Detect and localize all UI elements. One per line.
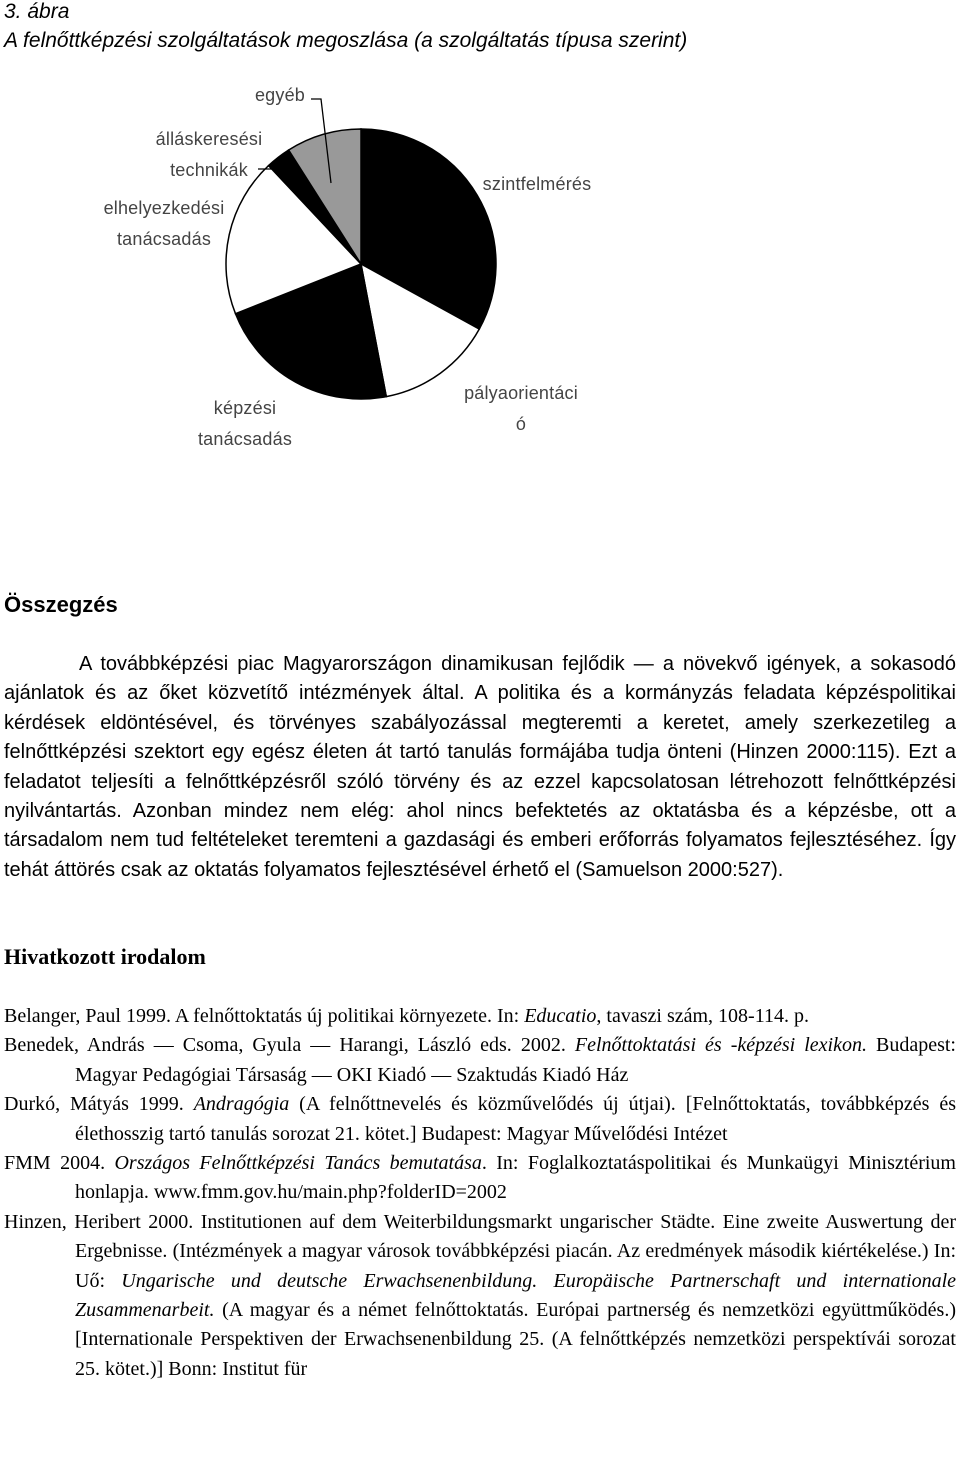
reference-fmm: FMM 2004. Országos Felnőttképzési Tanács bemutatása. In: Foglalkoztatáspolitikai és Munkaügyi Minisztérium honlapja. www.fmm.gov.hu/main.php?folderID=2002 — [4, 1152, 956, 1204]
label-kepzesi: képzési tanácsadás — [197, 398, 293, 449]
reference-benedek: Benedek, András — Csoma, Gyula — Harangi, László eds. 2002. Felnőttoktatási és -képzési lexikon. Budapest: Magyar Pedagógiai Társaság — OKI Kiadó — Szaktudás Kiadó Ház — [4, 1034, 956, 1086]
pie-chart — [0, 70, 960, 570]
label-allaskeresesi: álláskeresési technikák — [155, 129, 263, 180]
references-list — [4, 1002, 956, 1384]
references-heading: Hivatkozott irodalom — [4, 944, 206, 969]
figure-number: 3. ábra — [4, 0, 70, 23]
reference-hinzen: Hinzen, Heribert 2000. Institutionen auf dem Weiterbildungsmarkt ungarischer Städte. Eine zweite Auswertung der Ergebnisse. (Intézmények a magyar városok továbbképzési piacán. Az eredmények második kiértékelése.) In: Uő: Ungarische und deutsche Erwachsenenbildung. Europäische Partnerschaft und internationale Zusammenarbeit. (A magyar és a német felnőttoktatás. Európai partnerség és nemzetközi együttműködés.) [Internationale Perspektiven der Erwachsenenbildung 25. (A felnőttképzés nemzetközi perspektívái sorozat 25. kötet.)] Bonn: Institut für — [4, 1210, 957, 1380]
reference-belanger: Belanger, Paul 1999. A felnőttoktatás új politikai környezete. In: Educatio, tavaszi szám, 108-114. p. — [4, 1005, 809, 1027]
label-szintfelmeres: szintfelmérés — [482, 174, 592, 194]
label-palyaorientacio: pályaorientáci ó — [464, 383, 578, 434]
summary-paragraph: A továbbképzési piac Magyarországon dinamikusan fejlődik — a növekvő igények, a sokasodó ajánlatok és az őket közvetítő intézmények által. A politika és a kormányzás feladata képzéspolitikai kérdések eldöntésével, és törvényes szabályozással megteremti a keretet, amely szerkezetileg a felnőttképzési szektort egy egész életen át tartó tanulás formájába tudja önteni (Hinzen 2000:115). Ezt a feladatot teljesíti a felnőttképzésről szóló törvény és az ezzel kapcsolatosan létrehozott felnőttképzési nyilvántartás. Azonban mindez nem elég: ahol nincs befektetés az oktatásba és a képzésbe, ott a társadalom nem tud feltételeket teremteni a gazdasági és emberi erőforrás folyamatos fejlesztéséhez. Így tehát áttörés csak az oktatás folyamatos fejlesztésével érhető el (Samuelson 2000:527). — [4, 653, 956, 881]
summary-heading: Összegzés — [4, 592, 118, 617]
reference-durko: Durkó, Mátyás 1999. Andragógia (A felnőttnevelés és közművelődés új útjai). [Felnőttoktatás, továbbképzés és élethosszig tartó tanulás sorozat 21. kötet.] Budapest: Magyar Művelődési Intézet — [4, 1093, 956, 1145]
label-elhelyezkedesi: elhelyezkedési tanácsadás — [103, 198, 225, 249]
figure-title: A felnőttképzési szolgáltatások megoszlása (a szolgáltatás típusa szerint) — [4, 29, 688, 52]
label-egyeb: egyéb — [254, 85, 306, 105]
